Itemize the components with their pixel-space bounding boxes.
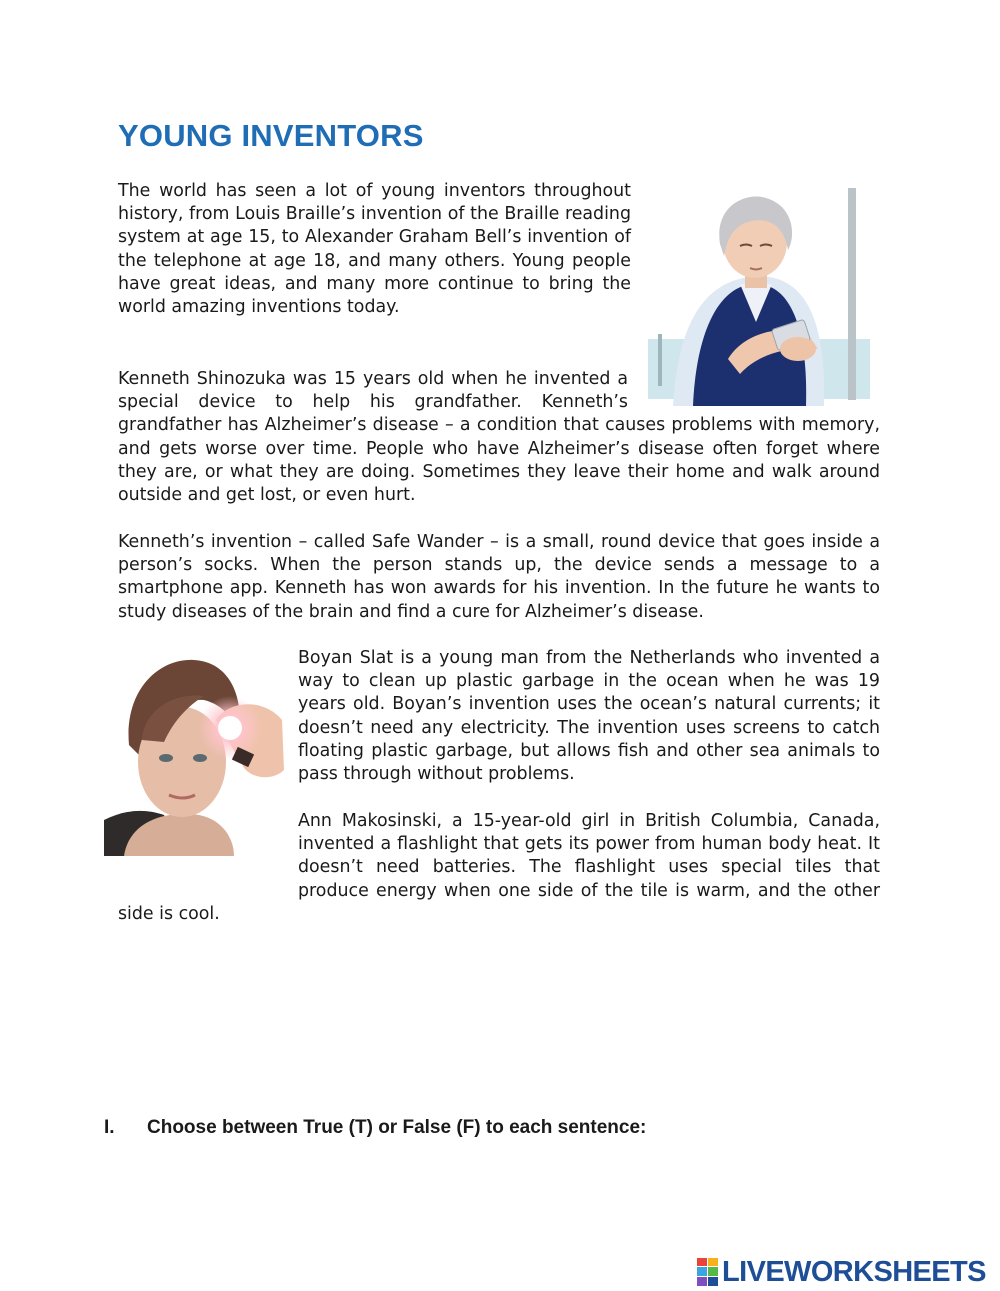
paragraph-ann-text: Ann Makosinski, a 15-year-old girl in British Columbia, Canada, invented a flashlight that gets its power from human body heat. It doesn’t need batteries. The flashlight uses special tiles that produce energy when one side of the tile is warm, and the other side is cool. xyxy=(118,811,880,924)
paragraph-safe-wander: Kenneth’s invention – called Safe Wander – is a small, round device that goes inside a person’s socks. When the person stands up, the device sends a message to a smartphone app. Kenneth has won awards for his invention. In the future he wants to study diseases of the brain and find a cure for Alzheimer’s disease. xyxy=(118,532,880,622)
ann-flashlight-photo xyxy=(104,650,290,856)
paragraph-intro: The world has seen a lot of young inventors throughout history, from Louis Braille’s invention of the Braille reading system at age 15, to Alexander Graham Bell’s invention of the telephone at age 18, and many others. Young people have great ideas, and many more continue to bring the world amazing inventions today. xyxy=(118,181,631,318)
question-text: Choose between True (T) or False (F) to each sentence: xyxy=(147,1117,647,1138)
liveworksheets-logo xyxy=(697,1255,986,1289)
logo-text: LIVEWORKSHEETS xyxy=(722,1255,986,1288)
elderly-woman-photo xyxy=(648,184,872,406)
question-number: I. xyxy=(104,1117,115,1138)
paragraph-kenneth-text: Kenneth Shinozuka was 15 years old when he invented a special device to help his grandfather. Kenneth’s grandfather has Alzheimer’s disease – a condition that causes problems with memory, and gets worse over time. People who have Alzheimer’s disease often forget where they are, or what they are doing. Sometimes they leave their home and walk around outside and get lost, or even hurt. xyxy=(118,369,880,506)
question-heading xyxy=(104,1117,646,1139)
page-title: YOUNG INVENTORS xyxy=(118,118,424,153)
paragraph-boyan-text: Boyan Slat is a young man from the Netherlands who invented a way to clean up plastic garbage in the ocean when he was 19 years old. Boyan’s invention uses the ocean’s natural currents; it doesn’t need any electricity. The invention uses screens to catch floating plastic garbage, but allows fish and other sea animals to pass through without problems. xyxy=(298,648,880,785)
liveworksheets-cube-icon xyxy=(697,1258,719,1286)
